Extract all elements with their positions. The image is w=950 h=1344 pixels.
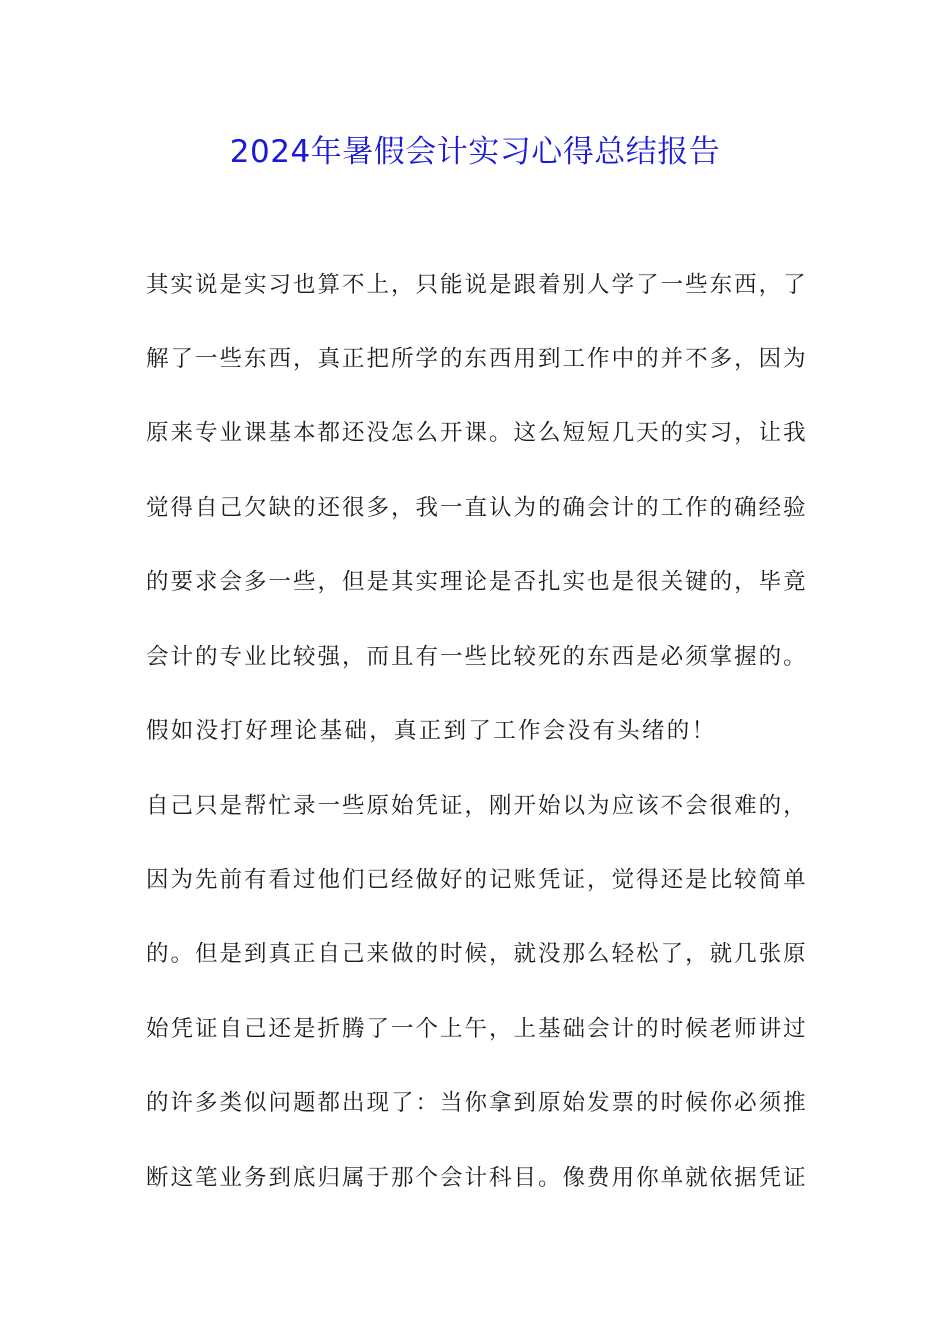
paragraph-line: 始凭证自己还是折腾了一个上午，上基础会计的时候老师讲过 xyxy=(146,1016,806,1042)
paragraph-line: 因为先前有看过他们已经做好的记账凭证，觉得还是比较简单 xyxy=(146,867,806,893)
document-title: 2024年暑假会计实习心得总结报告 xyxy=(229,134,721,170)
paragraph-line: 解了一些东西，真正把所学的东西用到工作中的并不多，因为 xyxy=(146,346,806,372)
paragraph-line: 的要求会多一些，但是其实理论是否扎实也是很关键的，毕竟 xyxy=(146,569,806,595)
paragraph-line: 断这笔业务到底归属于那个会计科目。像费用你单就依据凭证 xyxy=(146,1165,806,1191)
paragraph-line: 自己只是帮忙录一些原始凭证，刚开始以为应该不会很难的， xyxy=(146,793,806,819)
paragraph-line: 的。但是到真正自己来做的时候，就没那么轻松了，就几张原 xyxy=(146,941,806,967)
paragraph-line: 假如没打好理论基础，真正到了工作会没有头绪的！ xyxy=(146,718,717,744)
paragraph-line: 原来专业课基本都还没怎么开课。这么短短几天的实习，让我 xyxy=(146,420,806,446)
paragraph-line: 的许多类似问题都出现了：当你拿到原始发票的时候你必须推 xyxy=(146,1090,806,1116)
paragraph-line: 觉得自己欠缺的还很多，我一直认为的确会计的工作的确经验 xyxy=(146,495,806,521)
paragraph-line: 会计的专业比较强，而且有一些比较死的东西是必须掌握的。 xyxy=(146,644,806,670)
paragraph-line: 其实说是实习也算不上，只能说是跟着别人学了一些东西，了 xyxy=(146,272,806,298)
